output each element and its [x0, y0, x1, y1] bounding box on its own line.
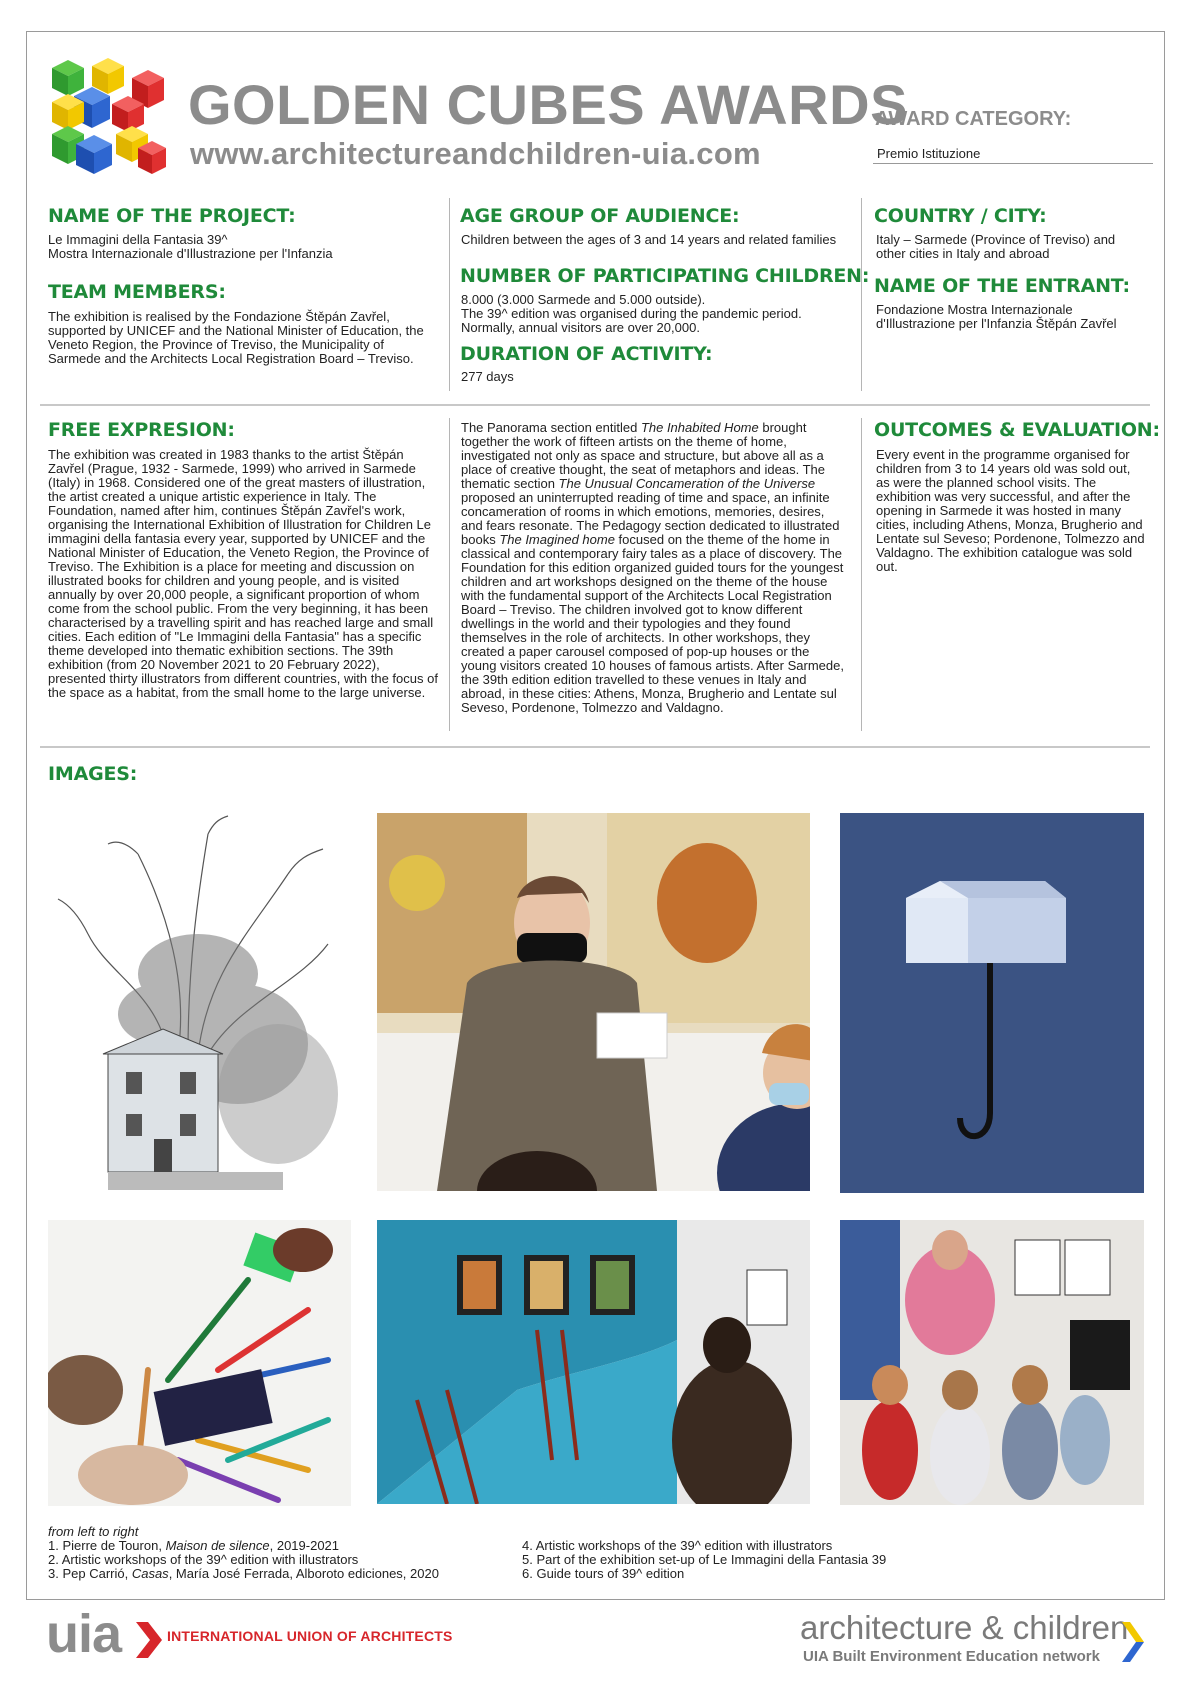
caption-3-title: Casas — [131, 1566, 169, 1581]
uia-name: INTERNATIONAL UNION OF ARCHITECTS — [167, 1628, 453, 1644]
caption-1-part: , 2019-2021 — [269, 1538, 340, 1553]
image-workshop-illustrators-2 — [48, 1220, 351, 1506]
uia-logo: uia — [46, 1604, 122, 1664]
country-city-text: Italy – Sarmede (Province of Treviso) and other cities in Italy and abroad — [876, 232, 1116, 261]
images-heading: IMAGES: — [48, 763, 138, 785]
panorama-text — [461, 421, 848, 715]
participants-text — [461, 293, 846, 335]
golden-cubes-logo — [48, 56, 168, 176]
workshop-photo — [377, 813, 810, 1191]
caption-2: 2. Artistic workshops of the 39^ edition with illustrators — [48, 1552, 359, 1567]
guided-tour-photo — [840, 1220, 1144, 1505]
image-exhibition-setup — [377, 1220, 810, 1504]
duration-heading: DURATION OF ACTIVITY: — [460, 343, 713, 365]
ac-chevron-icon — [1122, 1622, 1144, 1662]
award-category-value: Premio Istituzione — [877, 146, 981, 161]
project-name-line1: Le Immagini della Fantasia 39^ — [48, 232, 228, 247]
caption-4: 4. Artistic workshops of the 39^ edition with illustrators — [522, 1538, 833, 1553]
caption-1-title: Maison de silence — [165, 1538, 270, 1553]
participants-line2: The 39^ edition was organised during the pandemic period. Normally, annual visitors are over 20,000. — [461, 306, 802, 335]
caption-3 — [48, 1567, 439, 1581]
panorama-text-part: focused on the theme of the home in classical and contemporary fairy tales as a place of discovery. The Foundation for this edition organized guided tours for the youngest children and art workshops designed on the theme of the house with the fundamental support of the Architects Local Registration Board – Treviso. The children involved got to know different dwellings in the world and their typologies and they found themselves in the role of architects. In other workshops, they created a paper carousel composed of pop-up houses or the young visitors created 10 houses of famous artists. After Sarmede, the 39th edition edition travelled to these venues in Italy and abroad, in these cities: Athens, Monza, Brugherio and Lentate sul Seveso, Pordenone, Tolmezzo and Valdagno. — [461, 532, 844, 715]
participants-heading: NUMBER OF PARTICIPATING CHILDREN: — [460, 265, 870, 287]
section-divider — [40, 746, 1150, 748]
panorama-text-part: proposed an uninterrupted reading of time and space, an infinite concameration of rooms in which emotions, memories, desires, and fears resonate. The Pedagogy section dedicated to illustrated books — [461, 490, 840, 547]
uia-chevron-icon — [136, 1622, 162, 1658]
project-name-heading: NAME OF THE PROJECT: — [48, 205, 296, 227]
pencils-workshop-photo — [48, 1220, 351, 1506]
page-title: GOLDEN CUBES AWARDS — [188, 73, 908, 136]
ac-logo-title: architecture & children — [800, 1609, 1129, 1646]
cube-red-bottom — [138, 141, 166, 174]
outcomes-heading: OUTCOMES & EVALUATION: — [874, 419, 1160, 441]
caption-1 — [48, 1539, 339, 1553]
panorama-text-part: brought together the work of fifteen artists on the theme of home, investigated not only as space and structure, but above all as a place of creative thought, the seat of metaphors and ideas. The thematic section — [461, 420, 825, 491]
panorama-title-italic: The Unusual Concameration of the Universe — [558, 476, 816, 491]
column-divider — [861, 198, 862, 391]
cube-green-top — [52, 60, 84, 96]
image-maison-de-silence — [48, 814, 350, 1194]
team-members-heading: TEAM MEMBERS: — [48, 281, 226, 303]
caption-6: 6. Guide tours of 39^ edition — [522, 1566, 685, 1581]
participants-line1: 8.000 (3.000 Sarmede and 5.000 outside). — [461, 292, 706, 307]
section-divider — [40, 404, 1150, 406]
image-workshop-illustrators-1 — [377, 813, 810, 1191]
age-group-text: Children between the ages of 3 and 14 years and related families — [461, 232, 837, 247]
umbrella-house-illustration — [840, 813, 1144, 1193]
entrant-text: Fondazione Mostra Internazionale d'Illustrazione per l'Infanzia Štěpán Zavřel — [876, 302, 1117, 331]
caption-5: 5. Part of the exhibition set-up of Le Immagini della Fantasia 39 — [522, 1552, 887, 1567]
cube-yellow-top — [92, 58, 124, 94]
tree-house-illustration — [48, 814, 350, 1194]
website-url[interactable]: www.architectureandchildren-uia.com — [190, 136, 761, 171]
free-expression-heading: FREE EXPRESION: — [48, 419, 235, 441]
caption-1-part: 1. Pierre de Touron, — [48, 1538, 166, 1553]
project-name-text — [48, 233, 418, 261]
panorama-text-part: The Panorama section entitled — [461, 420, 641, 435]
team-members-text: The exhibition is realised by the Fondazione Štěpán Zavřel, supported by UNICEF and the National Minister of Education, the Veneto Region, the Province of Treviso, the Municipality of Sarmede and the Architects Local Registration Board – Treviso. — [48, 309, 424, 366]
caption-3-part: , María José Ferrada, Alboroto ediciones, 2020 — [168, 1566, 439, 1581]
free-expression-text: The exhibition was created in 1983 thanks to the artist Štěpán Zavřel (Prague, 1932 - Sarmede, 1999) who arrived in Sarmede (Italy) in 1968. Considered one of the great masters of illustration, the artist created a unique artistic experience in Italy. The Foundation, named after him, continues Štěpán Zavřel's work, organising the International Exhibition of Illustration for Children Le immagini della fantasia every year, supported by UNICEF and the National Minister of Education, the Veneto Region, the Province of Treviso. The Exhibition is a place for meeting and discussion on illustrated books for children and young people, and is visited annually by over 20,000 people, a significant proportion of whom come from the school public. From the very beginning, it has been characterised by a travelling spirit and has reached large and small cities. Each edition of "Le Immagini della Fantasia" has a specific theme developed into thematic exhibition sections. The 39th exhibition (from 20 November 2021 to 20 February 2022), presented thirty illustrators from different countries, with the focus of the space as a habitat, from the small home to the large universe. — [48, 447, 438, 700]
exhibition-setup-photo — [377, 1220, 810, 1504]
panorama-title-italic: The Inhabited Home — [640, 420, 759, 435]
country-city-heading: COUNTRY / CITY: — [874, 205, 1047, 227]
column-divider — [861, 418, 862, 731]
image-casas-pep-carrio — [840, 813, 1144, 1193]
award-category-label: AWARD CATEGORY: — [875, 108, 1072, 130]
duration-text: 277 days — [461, 369, 514, 384]
column-divider — [449, 198, 450, 391]
caption-intro-text: from left to right — [48, 1524, 139, 1539]
age-group-heading: AGE GROUP OF AUDIENCE: — [460, 205, 740, 227]
ac-logo-subtitle: UIA Built Environment Education network — [803, 1648, 1100, 1665]
column-divider — [449, 418, 450, 731]
outcomes-text: Every event in the programme organised for children from 3 to 14 years old was sold out, as were the planned school visits. The exhibition was very successful, and after the opening in Sarmede it was hosted in many cities, including Athens, Monza, Brugherio and Lentate sul Seveso; Pordenone, Tolmezzo and Valdagno. The exhibition catalogue was sold out. — [876, 447, 1145, 574]
award-category-underline — [873, 163, 1153, 164]
entrant-heading: NAME OF THE ENTRANT: — [874, 275, 1130, 297]
caption-intro — [48, 1525, 138, 1539]
caption-3-part: 3. Pep Carrió, — [48, 1566, 132, 1581]
project-name-line2: Mostra Internazionale d'Illustrazione per l'Infanzia — [48, 246, 333, 261]
panorama-title-italic: The Imagined home — [499, 532, 615, 547]
image-guided-tour — [840, 1220, 1144, 1505]
